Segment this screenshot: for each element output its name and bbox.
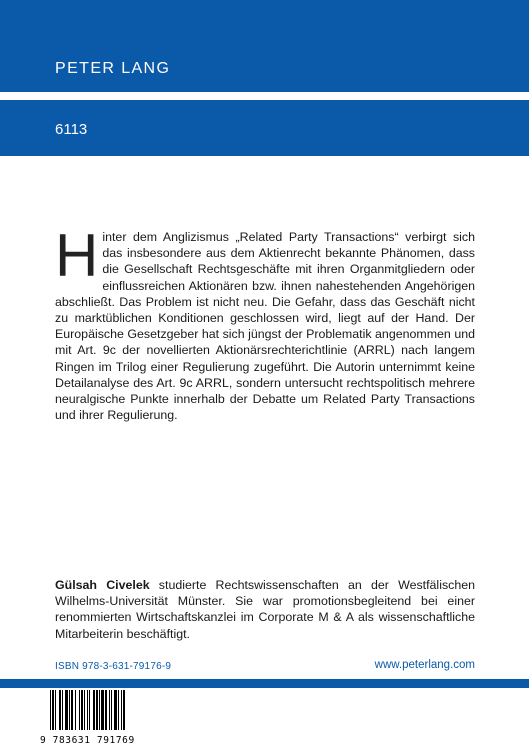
header-gap [0,92,529,100]
blurb-text [55,222,475,423]
barcode [40,690,160,750]
barcode-bar [69,690,70,730]
barcode-bar [50,690,51,730]
barcode-bar [93,690,95,730]
barcode-bar [87,690,88,730]
footer-band [0,679,529,688]
series-number: 6113 [55,121,88,138]
barcode-bar [62,690,63,730]
author-bio-text: studierte Rechtswissenschaften an der Westfälischen Wilhelms-Universität Münster. Sie war promotionsbegleitend bei einer renommierten Wirtschaftskanzlei im Corporate M & A als wissenschaftliche Mitarbeiterin beschäftigt. [55,578,476,641]
barcode-bar [79,690,80,730]
author-bio [55,577,475,642]
barcode-bar [118,690,119,730]
barcode-bar [121,690,122,730]
website-link[interactable]: www.peterlang.com [374,659,475,671]
barcode-bar [71,690,73,730]
barcode-bar [65,690,68,730]
barcode-bar [109,690,110,730]
barcode-bar [114,690,117,730]
barcode-bar [84,690,85,730]
blurb-dropcap: H [55,222,99,289]
blurb-body: inter dem Anglizismus „Related Party Transactions“ verbirgt sich das insbesondere aus dem Aktienrecht bekannte Phänomen, dass die Gesellschaft Rechtsgeschäfte mit ihren Organmitgliedern oder einflussreichen Aktionären bzw. ihnen nahestehenden Angehörigen abschließt. Das Problem ist nicht neu. Die Gefahr, dass das Geschäft nicht zu marktüblichen Konditionen geschlossen wird, liegt auf der Hand. Der Europäische Gesetzgeber hat sich jüngst der Problematik angenommen und mit Art. 9c der novellierten Aktionärsrechterichtlinie (ARRL) nach langem Ringen im Trilog einer Regulierung zugeführt. Die Autorin unternimmt keine Detailanalyse des Art. 9c ARRL, sondern untersucht rechtspolitisch mehrere neuralgische Punkte innerhalb der Debatte um Related Party Transactions und ihrer Regulierung. [55,230,475,423]
barcode-bar [55,690,56,730]
barcode-bar [52,690,54,730]
barcode-bar [96,690,98,730]
barcode-bar [123,690,125,730]
barcode-digits: 9 783631 791769 [40,735,135,746]
publisher-name: PETER LANG [55,60,171,77]
barcode-bar [89,690,90,730]
barcode-bars [40,690,160,734]
barcode-bar [75,690,76,730]
barcode-bar [81,690,83,730]
barcode-bar [101,690,104,730]
header-band [0,0,529,92]
barcode-bar [105,690,107,730]
barcode-bar [59,690,61,730]
barcode-bar [99,690,100,730]
isbn: ISBN 978-3-631-79176-9 [55,661,172,672]
barcode-bar [111,690,112,730]
author-name: Gülsah Civelek [55,578,150,592]
